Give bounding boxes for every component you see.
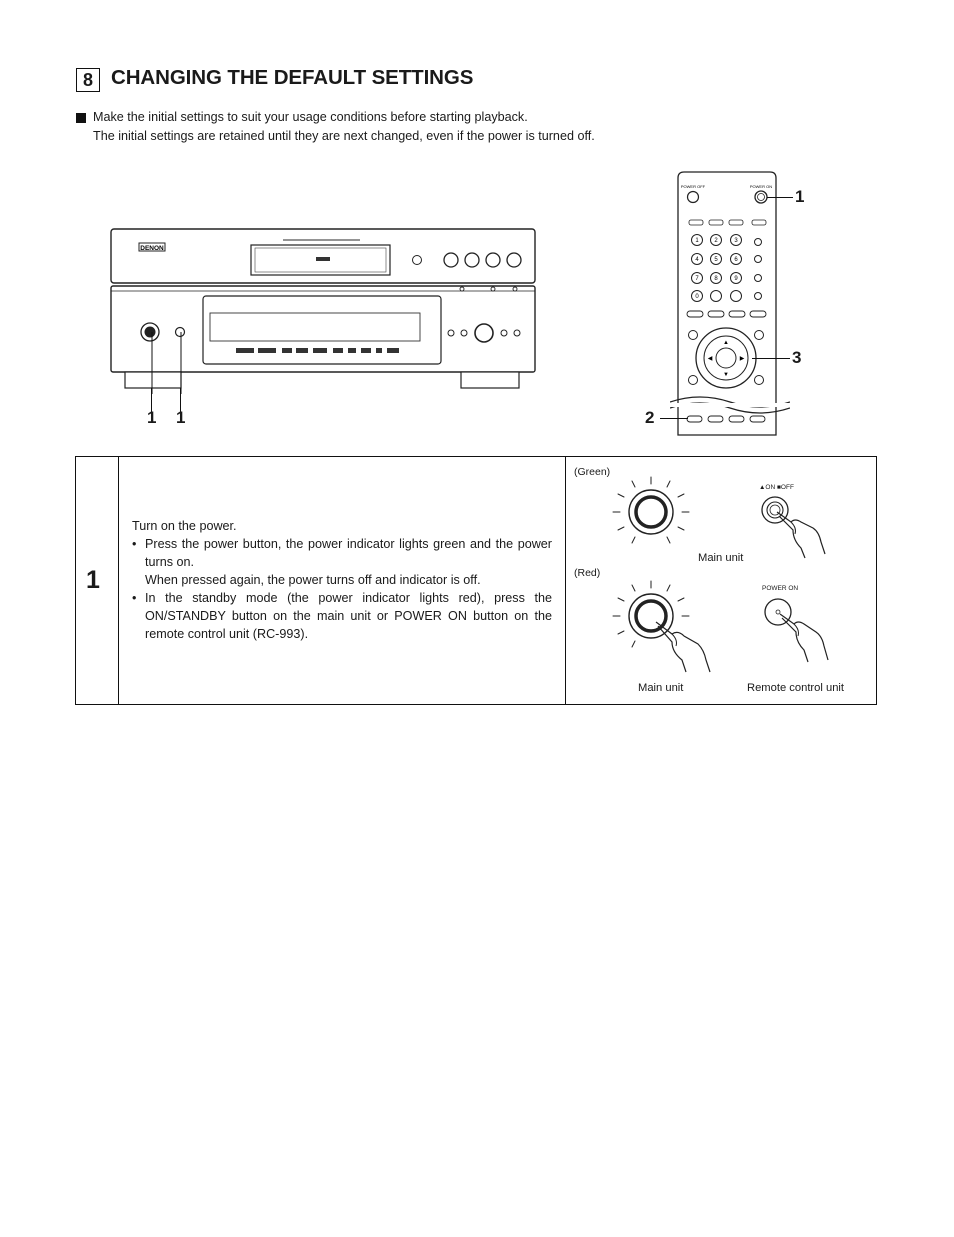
red-label: (Red) bbox=[574, 567, 601, 579]
power-knob-green-illustration bbox=[610, 476, 692, 550]
power-knob-red-illustration bbox=[606, 580, 718, 676]
power-on-label: POWER ON bbox=[762, 585, 799, 592]
svg-text:▲: ▲ bbox=[723, 340, 729, 346]
svg-text:0: 0 bbox=[695, 294, 699, 300]
svg-text:POWER OFF: POWER OFF bbox=[680, 184, 706, 189]
remote-power-on-press-illustration bbox=[758, 594, 834, 668]
bullet-marker: • bbox=[132, 537, 137, 551]
svg-text:5: 5 bbox=[714, 257, 718, 263]
callout-power-knob: 1 bbox=[147, 408, 157, 427]
svg-text:POWER ON: POWER ON bbox=[749, 184, 773, 189]
table-divider bbox=[565, 456, 566, 705]
remote-control-illustration bbox=[670, 170, 790, 438]
list-item bbox=[132, 589, 552, 643]
square-bullet-icon bbox=[76, 113, 86, 123]
intro-line-1: Make the initial settings to suit your usage conditions before starting playback. bbox=[93, 110, 528, 124]
brand-logo: DENON bbox=[140, 245, 164, 252]
svg-text:◀: ◀ bbox=[707, 356, 713, 362]
svg-text:4: 4 bbox=[695, 257, 699, 263]
svg-text:6: 6 bbox=[734, 257, 738, 263]
bullet-marker: • bbox=[132, 591, 137, 605]
caption-main-unit-top: Main unit bbox=[698, 552, 744, 564]
callout-remote-cursor: 3 bbox=[792, 348, 802, 367]
section-number: 8 bbox=[76, 68, 100, 92]
bullet-subtext: When pressed again, the power turns off and indicator is off. bbox=[145, 573, 481, 587]
table-divider bbox=[118, 456, 119, 705]
leader-line bbox=[767, 197, 793, 198]
leader-line bbox=[660, 418, 688, 419]
step-description bbox=[132, 517, 552, 643]
callout-remote-power-on: 1 bbox=[795, 187, 805, 206]
green-label: (Green) bbox=[574, 466, 611, 478]
caption-main-unit-bottom: Main unit bbox=[638, 682, 684, 694]
bullet-text: In the standby mode (the power indicator lights red), press the ON/STANDBY button on the main unit or POWER ON button on the remote control unit (RC-993). bbox=[145, 591, 552, 641]
svg-text:1: 1 bbox=[695, 238, 699, 244]
switch-press-illustration bbox=[755, 492, 833, 564]
leader-line bbox=[752, 358, 790, 359]
bullet-text: Press the power button, the power indicator lights green and the power turns on. bbox=[145, 537, 552, 569]
svg-text:3: 3 bbox=[734, 238, 738, 244]
callout-remote-setup: 2 bbox=[645, 408, 655, 427]
svg-text:▶: ▶ bbox=[739, 356, 745, 362]
list-item bbox=[132, 535, 552, 571]
svg-text:▼: ▼ bbox=[723, 372, 729, 378]
step-lead: Turn on the power. bbox=[132, 519, 237, 533]
svg-text:7: 7 bbox=[695, 276, 699, 282]
step-number: 1 bbox=[86, 566, 100, 594]
caption-remote: Remote control unit bbox=[747, 682, 845, 694]
switch-label: ▲ON ■OFF bbox=[759, 484, 794, 491]
svg-text:9: 9 bbox=[734, 276, 738, 282]
main-unit-illustration bbox=[108, 226, 538, 394]
svg-text:2: 2 bbox=[714, 238, 718, 244]
intro-line-2: The initial settings are retained until they are next changed, even if the power is turned off. bbox=[93, 129, 595, 143]
svg-text:8: 8 bbox=[714, 276, 718, 282]
page-title: CHANGING THE DEFAULT SETTINGS bbox=[111, 66, 474, 89]
callout-standby-button: 1 bbox=[176, 408, 186, 427]
